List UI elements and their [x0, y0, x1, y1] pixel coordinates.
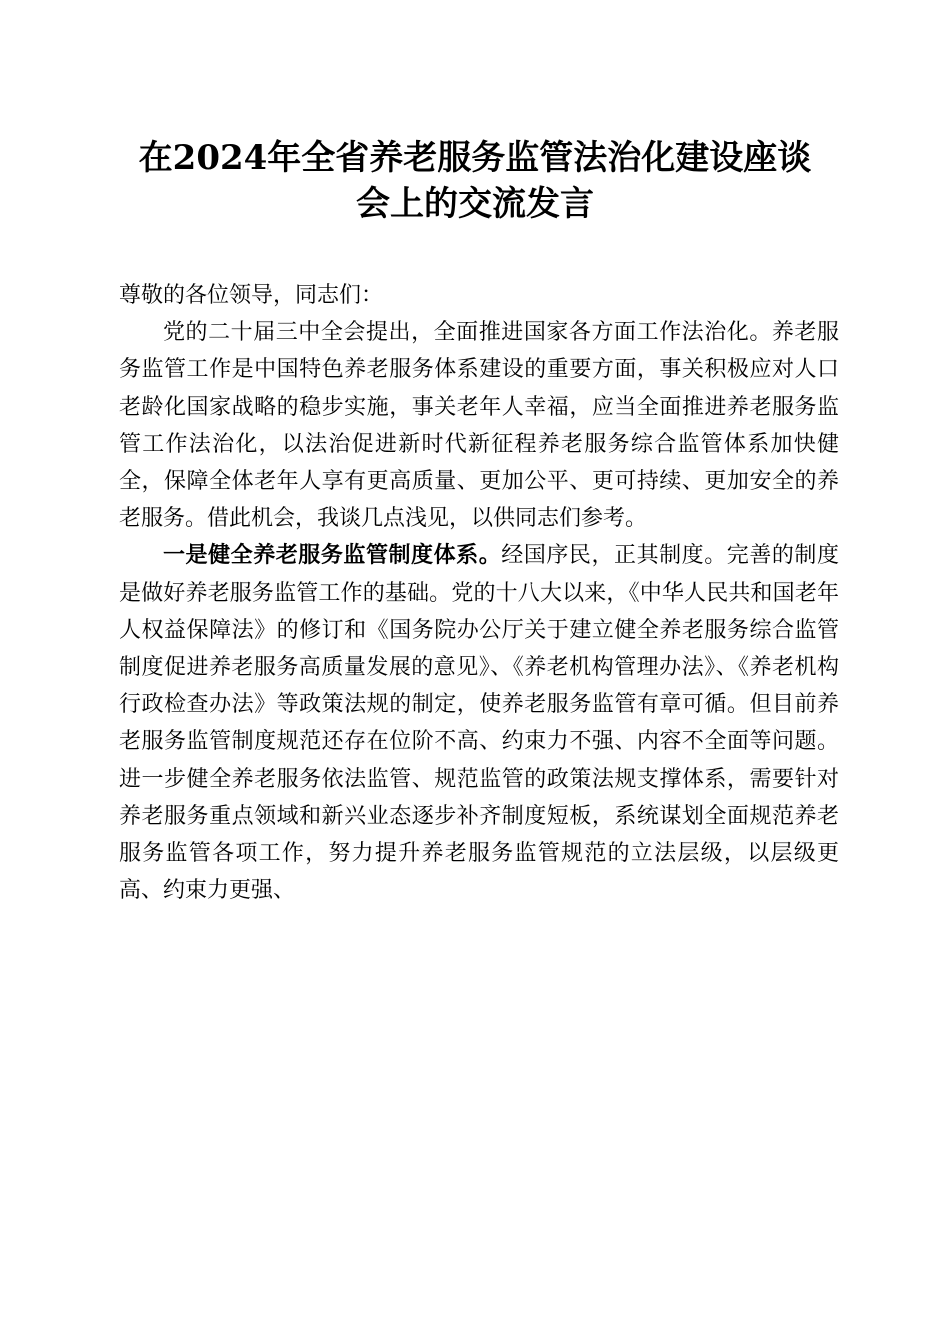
title-line-2: 会上的交流发言 [356, 184, 594, 224]
paragraph-2-heading: 一是健全养老服务监管制度体系。 [163, 542, 502, 569]
salutation: 尊敬的各位领导，同志们： [119, 283, 384, 308]
paragraph-1: 党的二十届三中全会提出，全面推进国家各方面工作法治化。养老服务监管工作是中国特色养老服务体系建设的重要方面，事关积极应对人口老龄化国家战略的稳步实施，事关老年人幸福，应当全面推进养老服务监管工作法治化，以法治促进新时代新征程养老服务综合监管体系加快健全，保障全体老年人享有更高质量、更加公平、更可持续、更加安全的养老服务。借此机会，我谈几点浅见，以供同志们参考。 [119, 320, 839, 532]
document-body [119, 277, 839, 909]
paragraph-2 [119, 537, 839, 909]
title-line-1: 在2024年全省养老服务监管法治化建设座谈 [138, 138, 812, 178]
document-title [80, 135, 870, 227]
paragraph-2-text: 经国序民，正其制度。完善的制度是做好养老服务监管工作的基础。党的十八大以来，《中华人民共和国老年人权益保障法》的修订和《国务院办公厅关于建立健全养老服务综合监管制度促进养老服务高质量发展的意见》、《养老机构管理办法》、《养老机构行政检查办法》等政策法规的制定，使养老服务监管有章可循。但目前养老服务监管制度规范还存在位阶不高、约束力不强、内容不全面等问题。进一步健全养老服务依法监管、规范监管的政策法规支撑体系，需要针对养老服务重点领域和新兴业态逐步补齐制度短板，系统谋划全面规范养老服务监管各项工作，努力提升养老服务监管规范的立法层级，以层级更高、约束力更强、 [119, 543, 839, 904]
